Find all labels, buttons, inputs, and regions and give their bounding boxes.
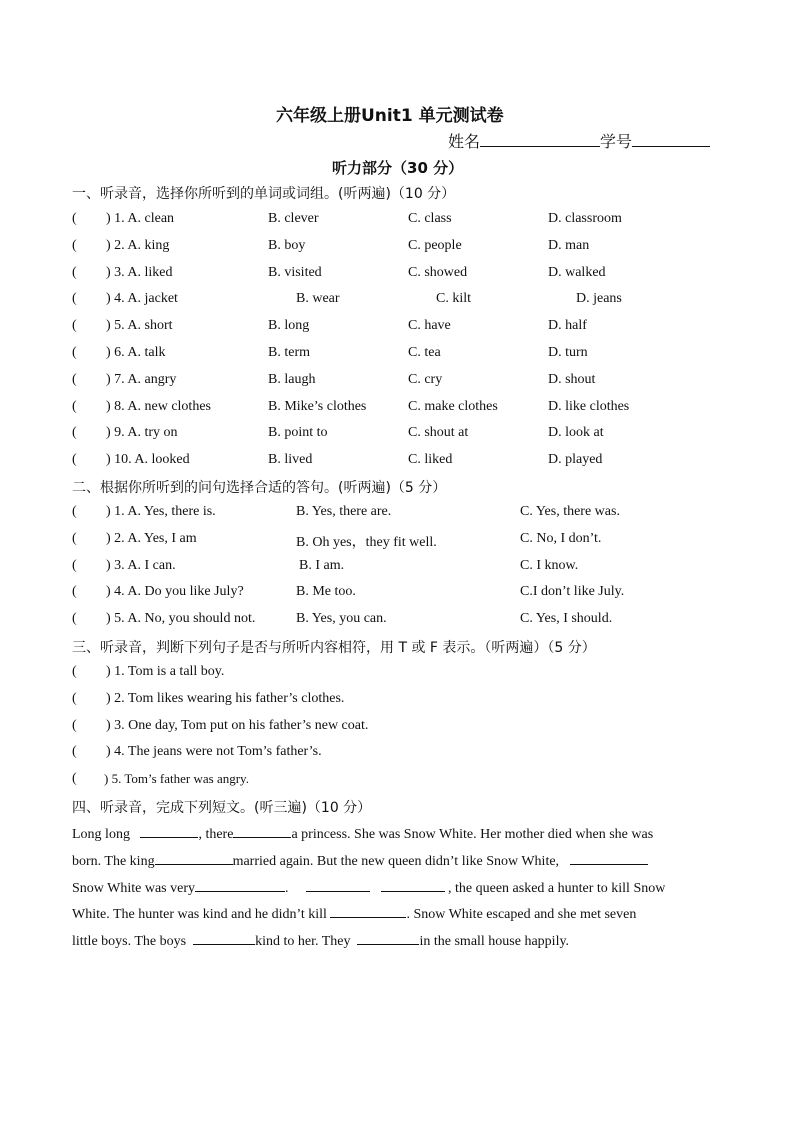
option-d: D. turn — [548, 345, 588, 360]
blank-10[interactable] — [357, 931, 419, 945]
answer-paren[interactable]: ( — [72, 664, 77, 679]
option-b: B. laugh — [268, 371, 316, 387]
question-option-a: ) 5. A. short — [106, 318, 173, 334]
passage-line-2: born. The king married again. But the new queen didn’t like Snow White, — [72, 851, 648, 870]
answer-paren[interactable]: ( — [72, 345, 77, 360]
answer-paren[interactable]: ( — [72, 211, 77, 226]
answer-paren[interactable]: ( — [72, 398, 77, 414]
option-c: C. have — [408, 318, 451, 334]
option-d: D. shout — [548, 371, 596, 387]
section1-heading: 一、听录音，选择你所听到的单词或词组。(听两遍)（10 分） — [72, 186, 456, 202]
option-b: B. boy — [268, 237, 306, 253]
id-field[interactable] — [632, 133, 710, 147]
true-false-statement: ) 2. Tom likes wearing his father’s clothes. — [106, 690, 345, 706]
question-option-a: ) 7. A. angry — [106, 371, 177, 387]
option-c: C. showed — [408, 264, 468, 280]
option-d: D. like clothes — [548, 398, 630, 414]
answer-paren[interactable]: ( — [72, 371, 77, 387]
answer-paren[interactable]: ( — [72, 690, 77, 706]
option-d: D. look at — [548, 425, 604, 441]
option-c: C. liked — [408, 452, 453, 468]
question-option-a: ) 4. A. Do you like July? — [106, 584, 244, 600]
passage-line-1: Long long , there a princess. She was Snow White. Her mother died when she was — [72, 824, 653, 843]
option-b: B. Yes, there are. — [296, 504, 392, 519]
answer-paren[interactable]: ( — [72, 452, 77, 468]
question-option-a: ) 3. A. I can. — [106, 557, 176, 573]
question-option-a: ) 5. A. No, you should not. — [106, 611, 256, 627]
option-d: D. walked — [548, 264, 606, 280]
option-c: C.I don’t like July. — [520, 584, 625, 600]
option-c: C. kilt — [436, 291, 472, 307]
option-c: C. tea — [408, 345, 441, 360]
option-d: D. jeans — [576, 291, 622, 307]
name-field[interactable] — [480, 133, 600, 147]
true-false-statement: ) 4. The jeans were not Tom’s father’s. — [106, 744, 322, 760]
option-d: D. played — [548, 452, 603, 468]
section2-heading: 二、根据你所听到的问句选择合适的答句。(听两遍)（5 分） — [72, 480, 447, 496]
option-c: C. make clothes — [408, 398, 498, 414]
option-d: D. half — [548, 318, 587, 334]
answer-paren[interactable]: ( — [72, 291, 77, 307]
option-c: C. I know. — [520, 557, 579, 573]
option-b: B. lived — [268, 452, 313, 468]
option-c: C. people — [408, 237, 462, 253]
option-b: B. Me too. — [296, 584, 356, 600]
question-option-a: ) 8. A. new clothes — [106, 398, 211, 414]
passage-line-4: White. The hunter was kind and he didn’t kill . Snow White escaped and she met seven — [72, 904, 636, 923]
true-false-statement: ) 1. Tom is a tall boy. — [106, 664, 225, 679]
answer-paren[interactable]: ( — [72, 530, 77, 546]
blank-2[interactable] — [233, 824, 291, 838]
blank-8[interactable] — [330, 904, 406, 918]
section4-heading: 四、听录音，完成下列短文。(听三遍)（10 分） — [72, 800, 372, 816]
name-label: 姓名 — [448, 132, 481, 151]
question-option-a: ) 1. A. clean — [106, 211, 175, 226]
option-c: C. cry — [408, 371, 443, 387]
question-option-a: ) 4. A. jacket — [106, 291, 178, 307]
answer-paren[interactable]: ( — [72, 744, 77, 760]
question-option-a: ) 2. A. Yes, I am — [106, 530, 197, 546]
option-b: B. wear — [296, 291, 340, 307]
id-label: 学号 — [600, 132, 633, 151]
option-d: D. man — [548, 237, 590, 253]
blank-6[interactable] — [306, 878, 370, 892]
option-c: C. Yes, there was. — [520, 504, 620, 519]
true-false-statement: ) 5. Tom’s father was angry. — [104, 771, 249, 787]
blank-4[interactable] — [570, 851, 648, 865]
answer-paren[interactable]: ( — [72, 504, 77, 519]
option-b: B. long — [268, 318, 310, 334]
option-b: B. term — [268, 345, 310, 360]
answer-paren[interactable]: ( — [72, 557, 77, 573]
question-option-a: ) 2. A. king — [106, 237, 170, 253]
option-c: C. shout at — [408, 425, 469, 441]
option-c: C. No, I don’t. — [520, 530, 602, 546]
listening-title: 听力部分（30 分） — [332, 159, 464, 177]
option-b: B. clever — [268, 211, 319, 226]
option-b: B. Mike’s clothes — [268, 398, 367, 414]
student-info — [448, 129, 710, 152]
passage-line-5: little boys. The boys kind to her. They in the small house happily. — [72, 931, 569, 950]
option-b: B. I am. — [299, 557, 345, 573]
blank-7[interactable] — [381, 878, 445, 892]
section3-heading: 三、听录音，判断下列句子是否与所听内容相符，用 T 或 F 表示。（听两遍）（5 分） — [72, 640, 596, 656]
answer-paren[interactable]: ( — [72, 584, 77, 600]
question-option-a: ) 3. A. liked — [106, 264, 173, 280]
option-d: D. classroom — [548, 211, 622, 226]
option-c: C. class — [408, 211, 452, 226]
answer-paren[interactable]: ( — [72, 318, 77, 334]
option-b: B. visited — [268, 264, 322, 280]
option-c: C. Yes, I should. — [520, 611, 613, 627]
answer-paren[interactable]: ( — [72, 264, 77, 280]
option-b: B. Yes, you can. — [296, 611, 387, 627]
question-option-a: ) 6. A. talk — [106, 345, 166, 360]
blank-9[interactable] — [193, 931, 255, 945]
option-b: B. Oh yes，they fit well. — [296, 534, 437, 550]
blank-5[interactable] — [195, 878, 285, 892]
answer-paren[interactable]: ( — [72, 611, 77, 627]
answer-paren[interactable]: ( — [72, 771, 77, 787]
true-false-statement: ) 3. One day, Tom put on his father’s new coat. — [106, 717, 369, 733]
option-b: B. point to — [268, 425, 328, 441]
answer-paren[interactable]: ( — [72, 717, 77, 733]
answer-paren[interactable]: ( — [72, 425, 77, 441]
page-title: 六年级上册Unit1 单元测试卷 — [276, 106, 504, 126]
question-option-a: ) 10. A. looked — [106, 452, 190, 468]
blank-3[interactable] — [155, 851, 233, 865]
question-option-a: ) 1. A. Yes, there is. — [106, 504, 216, 519]
blank-1[interactable] — [140, 824, 198, 838]
answer-paren[interactable]: ( — [72, 237, 77, 253]
question-option-a: ) 9. A. try on — [106, 425, 178, 441]
passage-line-3: Snow White was very . , the queen asked a hunter to kill Snow — [72, 878, 665, 897]
